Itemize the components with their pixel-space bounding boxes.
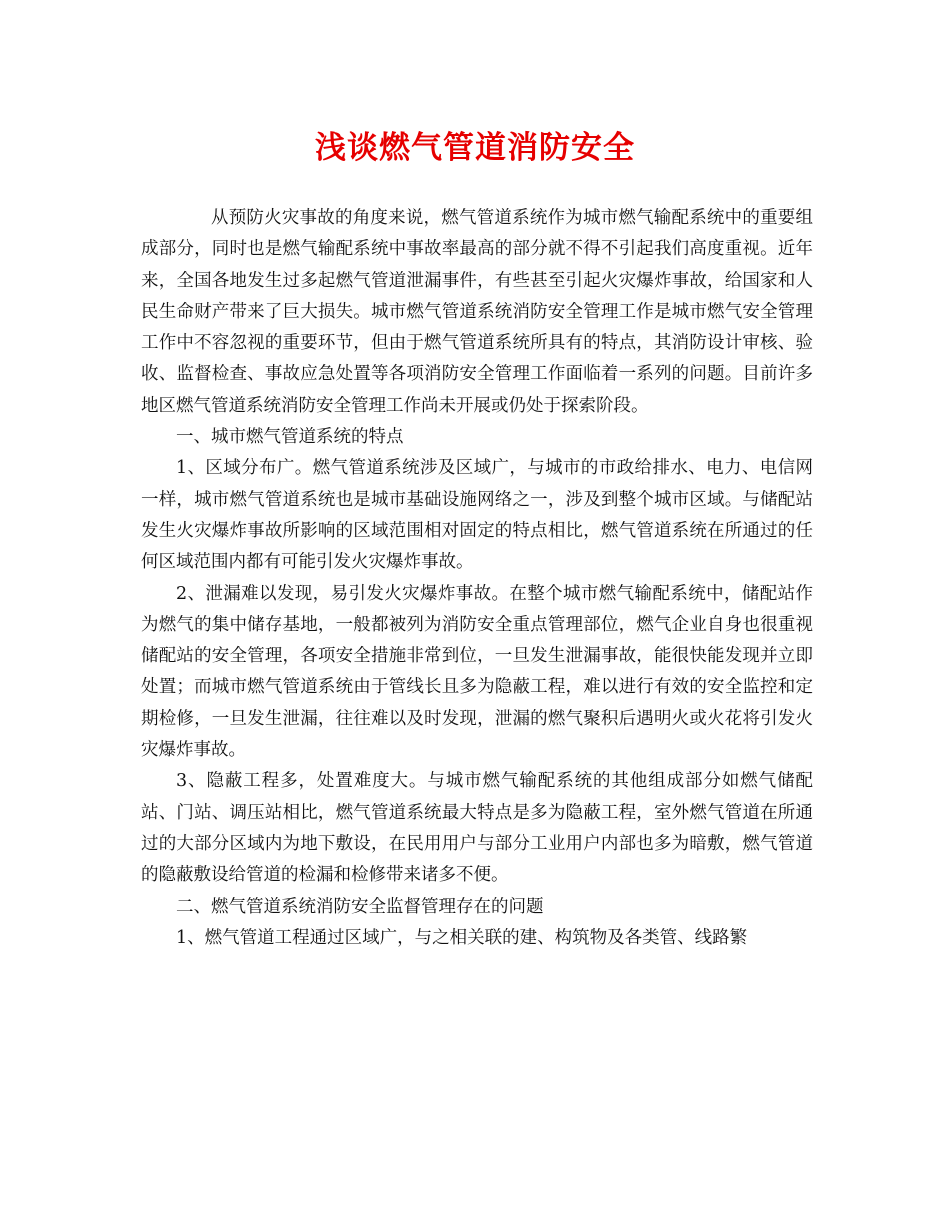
paragraph-intro: 从预防火灾事故的角度来说，燃气管道系统作为城市燃气输配系统中的重要组成部分，同时也是燃气输配系统中事故率最高的部分就不得不引起我们高度重视。近年来，全国各地发生过多起燃气管道泄漏事件，有些甚至引起火灾爆炸事故，给国家和人民生命财产带来了巨大损失。城市燃气管道系统消防安全管理工作是城市燃气安全管理工作中不容忽视的重要环节，但由于燃气管道系统所具有的特点，其消防设计审核、验收、监督检查、事故应急处置等各项消防安全管理工作面临着一系列的问题。目前许多地区燃气管道系统消防安全管理工作尚未开展或仍处于探索阶段。 — [141, 208, 813, 416]
paragraph-2-1: 1、燃气管道工程通过区域广，与之相关联的建、构筑物及各类管、线路繁 — [176, 927, 748, 948]
section-heading-2: 二、燃气管道系统消防安全监督管理存在的问题 — [176, 896, 544, 917]
section-heading-1: 一、城市燃气管道系统的特点 — [176, 427, 404, 448]
paragraph-1-3: 3、隐蔽工程多，处置难度大。与城市燃气输配系统的其他组成部分如燃气储配站、门站、调压站相比，燃气管道系统最大特点是多为隐蔽工程，室外燃气管道在所通过的大部分区域内为地下敷设，在民用用户与部分工业用户内部也多为暗敷，燃气管道的隐蔽敷设给管道的检漏和检修带来诸多不便。 — [141, 771, 813, 886]
paragraph-1-2: 2、泄漏难以发现，易引发火灾爆炸事故。在整个城市燃气输配系统中，储配站作为燃气的集中储存基地，一般都被列为消防安全重点管理部位，燃气企业自身也很重视储配站的安全管理，各项安全措施非常到位，一旦发生泄漏事故，能很快能发现并立即处置；而城市燃气管道系统由于管线长且多为隐蔽工程，难以进行有效的安全监控和定期检修，一旦发生泄漏，往往难以及时发现，泄漏的燃气聚积后遇明火或火花将引发火灾爆炸事故。 — [141, 583, 813, 761]
document-title: 浅谈燃气管道消防安全 — [315, 130, 635, 166]
document-body — [141, 203, 813, 954]
paragraph-1-1: 1、区域分布广。燃气管道系统涉及区域广，与城市的市政给排水、电力、电信网一样，城市燃气管道系统也是城市基础设施网络之一，涉及到整个城市区域。与储配站发生火灾爆炸事故所影响的区域范围相对固定的特点相比，燃气管道系统在所通过的任何区域范围内都有可能引发火灾爆炸事故。 — [141, 458, 813, 573]
